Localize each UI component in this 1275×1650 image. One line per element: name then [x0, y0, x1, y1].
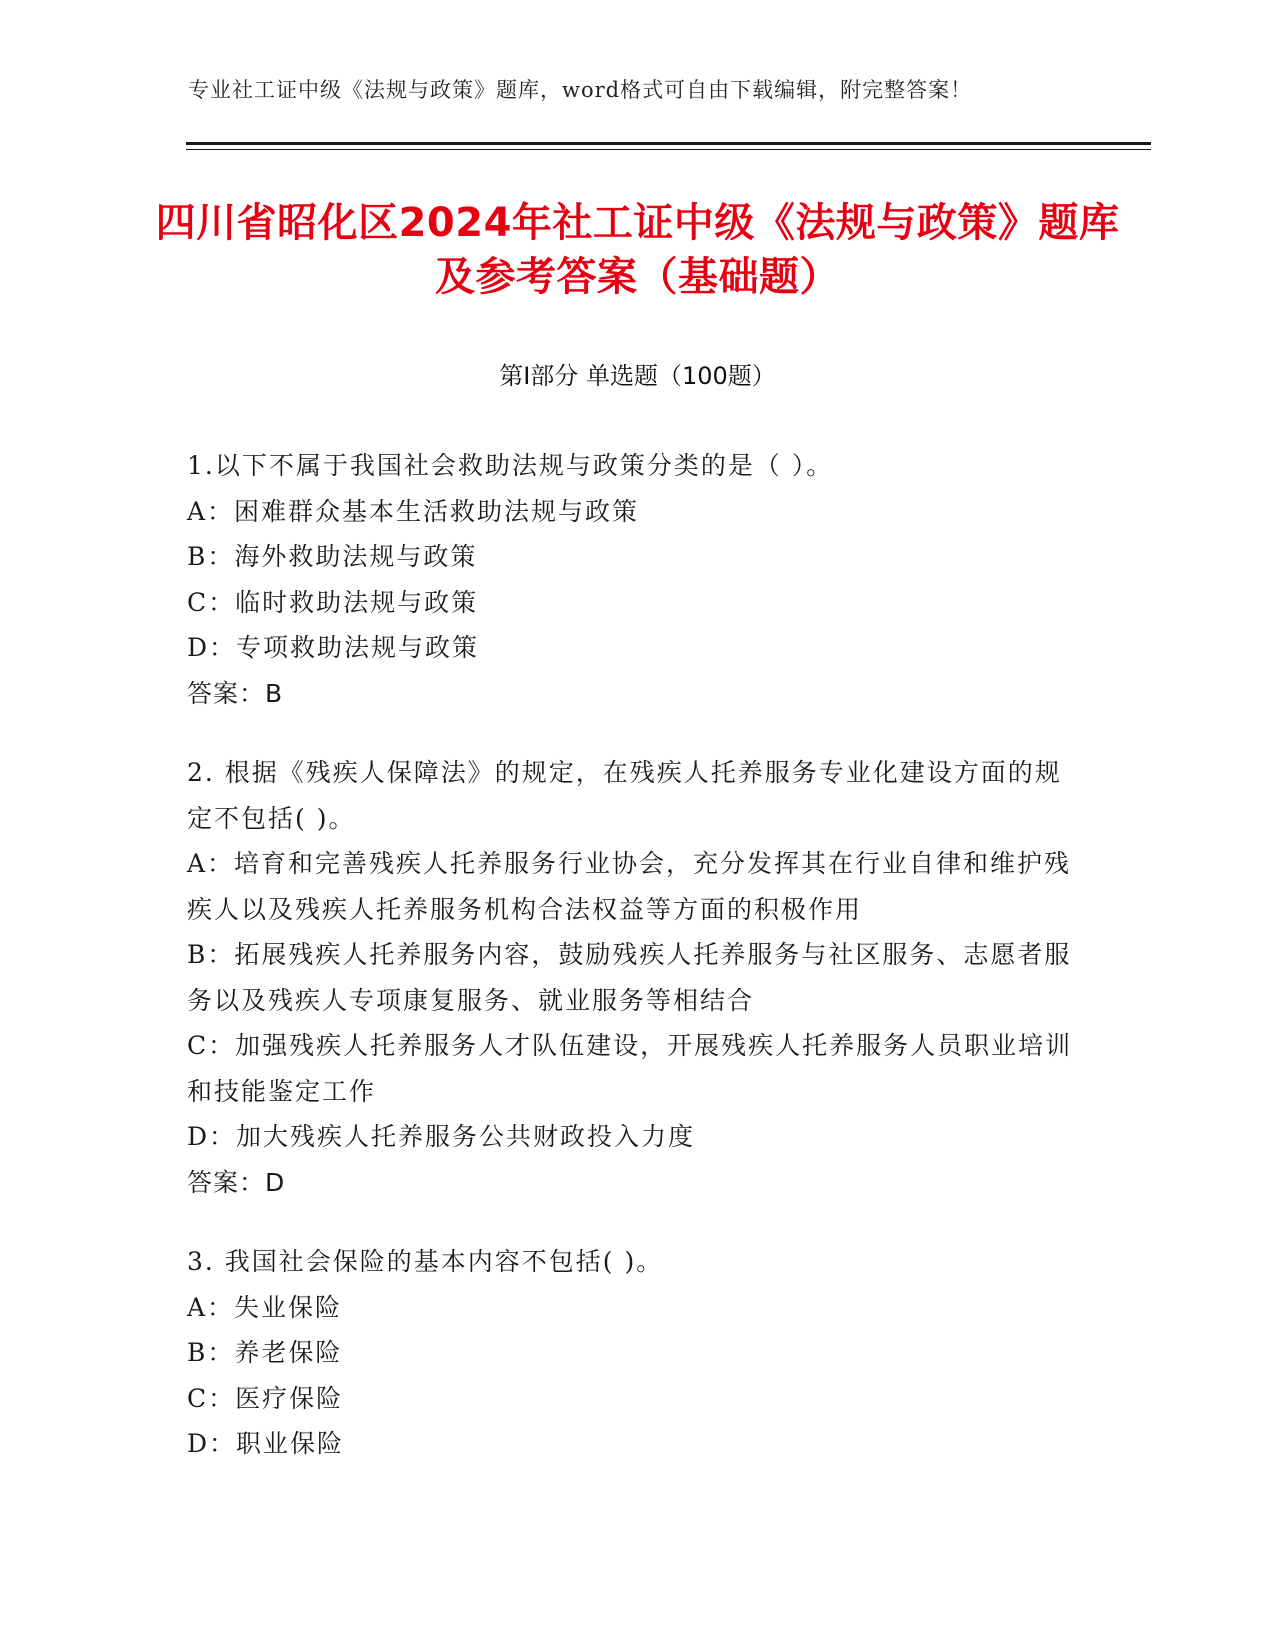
- option-c: C：医疗保险: [187, 1383, 344, 1413]
- header-divider-thin: [186, 149, 1151, 150]
- option-a: A：失业保险: [187, 1292, 343, 1322]
- header-divider: [186, 142, 1151, 145]
- question-text: 2. 根据《残疾人保障法》的规定，在残疾人托养服务专业化建设方面的规定不包括( )。: [187, 758, 1062, 833]
- option-c: C：加强残疾人托养服务人才队伍建设，开展残疾人托养服务人员职业培训和技能鉴定工作: [187, 1031, 1073, 1106]
- question-list: [187, 443, 1077, 1501]
- option-b: B：海外救助法规与政策: [187, 542, 478, 571]
- option-c: C：临时救助法规与政策: [187, 587, 479, 617]
- option-d: D：加大残疾人托养服务公共财政投入力度: [187, 1122, 696, 1151]
- option-d: D：职业保险: [187, 1429, 345, 1458]
- question-3: [187, 1239, 1077, 1467]
- question-text: 1.以下不属于我国社会救助法规与政策分类的是（ ）。: [187, 451, 834, 480]
- option-b: B：拓展残疾人托养服务内容，鼓励残疾人托养服务与社区服务、志愿者服务以及残疾人专项康复服务、就业服务等相结合: [187, 940, 1072, 1015]
- question-1: [187, 443, 1077, 716]
- option-d: D：专项救助法规与政策: [187, 633, 480, 662]
- section-title: 第Ⅰ部分 单选题（100题）: [499, 362, 776, 390]
- option-a: A：培育和完善残疾人托养服务行业协会，充分发挥其在行业自律和维护残疾人以及残疾人托养服务机构合法权益等方面的积极作用: [187, 849, 1072, 924]
- document-title: 四川省昭化区2024年社工证中级《法规与政策》题库及参考答案（基础题）: [155, 200, 1120, 300]
- question-text: 3. 我国社会保险的基本内容不包括( )。: [187, 1247, 664, 1276]
- answer: 答案：D: [187, 1167, 286, 1197]
- option-b: B：养老保险: [187, 1338, 343, 1367]
- header-note: 专业社工证中级《法规与政策》题库，word格式可自由下载编辑，附完整答案！: [188, 78, 973, 102]
- option-a: A：困难群众基本生活救助法规与政策: [187, 496, 640, 526]
- question-2: [187, 750, 1077, 1205]
- answer: 答案：B: [187, 678, 284, 708]
